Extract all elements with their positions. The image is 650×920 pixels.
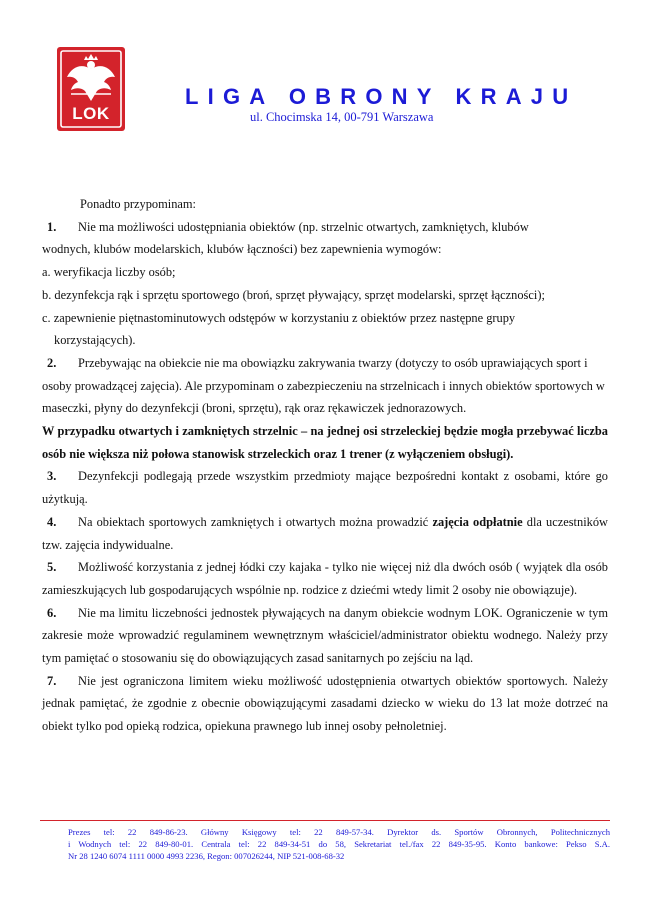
item-text: Możliwość korzystania z jednej łódki czy kajaka - tylko nie więcej niż dla dwóch osób ( wyjątek dla osób zamieszkujących lub gospodarujących wspólnie np. rodzice z dziećmi wtedy limit 2 osoby nie obowiązuje). xyxy=(42,560,608,597)
item-text-continued: wodnych, klubów modelarskich, klubów łączności) bez zapewnienia wymogów: xyxy=(42,242,442,257)
item-text-after: dla uczestników tzw. zajęcia indywidualne. xyxy=(42,514,608,552)
footer-line-2: i Wodnych tel: 22 849-80-01. Centrala tel: 22 849-34-51 do 58, Sekretariat tel./fax 22 849-35-95. Konto bankowe: Pekso S.A. xyxy=(68,839,610,849)
footer-contact xyxy=(68,826,610,862)
item-number: 7. xyxy=(47,673,57,688)
item-text: Nie ma możliwości udostępniania obiektów (np. strzelnic otwartych, zamkniętych, klubów xyxy=(78,219,529,234)
item-text: Dezynfekcji podlegają przede wszystkim przedmioty mające bezpośredni kontakt z osobami, które go użytkują. xyxy=(42,469,608,507)
sub-item-a: a. weryfikacja liczby osób; xyxy=(42,265,176,280)
lok-eagle-logo xyxy=(57,47,125,131)
sub-item-c: c. zapewnienie piętnastominutowych odstępów w korzystaniu z obiektów przez następne grupy xyxy=(42,310,516,325)
bold-notice: W przypadku otwartych i zamkniętych strzelnic – na jednej osi strzeleckiej będzie mogła przebywać liczba osób nie większa niż połowa stanowisk strzeleckich oraz 1 trener (z wyłączeniem obsługi). xyxy=(42,424,608,461)
item-number: 3. xyxy=(47,469,57,484)
footer-divider xyxy=(40,820,610,821)
list-item-3 xyxy=(42,465,608,510)
list-item-6 xyxy=(42,602,608,670)
intro-line: Ponadto przypominam: xyxy=(80,197,196,211)
item-text-bold: zajęcia odpłatnie xyxy=(432,514,523,529)
list-item-2 xyxy=(42,352,608,420)
item-text: Przebywając na obiekcie nie ma obowiązku zakrywania twarzy (dotyczy to osób uprawiających sport i osoby prowadzącej zajęcia). Ale przypominam o zabezpieczeniu na strzelnicach i innych obiektów sportowych w maseczki, płyny do dezynfekcji (broni, sprzętu), rąk oraz rękawiczek jednorazowych. xyxy=(42,355,605,416)
footer-line-3: Nr 28 1240 6074 1111 0000 4993 2236, Regon: 007026244, NIP 521-008-68-32 xyxy=(68,851,345,861)
list-item-7 xyxy=(42,670,608,738)
list-item-5 xyxy=(42,556,608,601)
item-number: 1. xyxy=(47,219,57,234)
sub-item-c-continued: korzystających). xyxy=(54,333,136,348)
list-item-1 xyxy=(42,216,608,239)
footer-line-1: Prezes tel: 22 849-86-23. Główny Księgowy tel: 22 849-57-34. Dyrektor ds. Sportów Obronnych, Politechnicznych xyxy=(68,827,610,837)
item-text: Nie jest ograniczona limitem wieku możliwość udostępnienia otwartych obiektów sportowych. Należy jednak pamiętać, że zgodnie z obecnie obowiązującymi zasadami dziecko w wieku do 13 lat może dotrzeć na obiekt tylko pod opieką rodzica, opiekuna prawnego lub innej osoby pełnoletniej. xyxy=(42,673,608,734)
item-text: Na obiektach sportowych zamkniętych i otwartych można prowadzić xyxy=(78,514,433,529)
letter-body xyxy=(42,193,608,738)
item-number: 4. xyxy=(47,514,57,529)
list-item-4 xyxy=(42,511,608,556)
item-text: Nie ma limitu liczebności jednostek pływających na danym obiekcie wodnym LOK. Ograniczenie w tym zakresie może wprowadzić regulaminem wewnętrznym właściciel/administrator obiektu wodnego. Należy przy tym pamiętać o stosowaniu się do obowiązujących zasad sanitarnych po zejściu na ląd. xyxy=(42,605,608,666)
item-number: 2. xyxy=(47,355,57,370)
item-number: 6. xyxy=(47,605,57,620)
sub-item-b: b. dezynfekcja rąk i sprzętu sportowego (broń, sprzęt pływający, sprzęt modelarski, sprzęt łączności); xyxy=(42,287,545,302)
organization-name: LIGA OBRONY KRAJU xyxy=(185,84,578,109)
item-number: 5. xyxy=(47,560,57,575)
organization-address: ul. Chocimska 14, 00-791 Warszawa xyxy=(250,110,434,124)
logo-text: LOK xyxy=(72,104,110,123)
